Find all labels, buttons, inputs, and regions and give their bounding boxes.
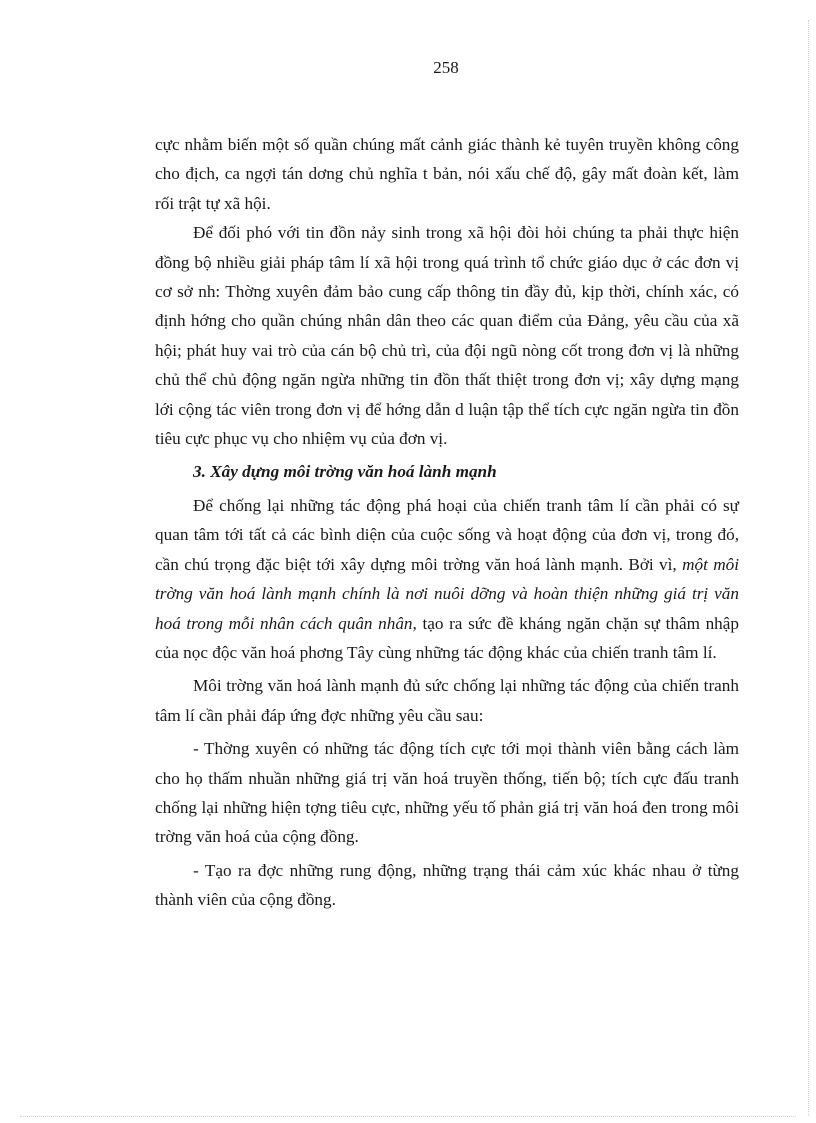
paragraph-text-before: Để chống lại những tác động phá hoại của chiến tranh tâm lí cần phải có sự quan tâm tới tất cả các bình diện của cuộc sống và hoạt động của đơn vị, trong đó, cần chú trọng đặc biệt tới xây dựng môi trờng văn hoá lành mạnh. Bởi vì, [155,495,739,574]
page-number: 258 [433,58,459,77]
list-item-requirement-2: - Tạo ra đợc những rung động, những trạng thái cảm xúc khác nhau ở từng thành viên của cộng đồng. [155,860,739,910]
paragraph-rumor-response: Để đối phó với tin đồn nảy sinh trong xã hội đòi hỏi chúng ta phải thực hiện đồng bộ nhiều giải pháp tâm lí xã hội trong quá trình tổ chức giáo dục ở các đơn vị cơ sở nh: Thờng xuyên đảm bảo cung cấp thông tin đầy đủ, kịp thời, chính xác, có định hớng cho quần chúng nhân dân theo các quan điểm của Đảng, yêu cầu của xã hội; phát huy vai trò của cán bộ chủ trì, của đội ngũ nòng cốt trong đơn vị là những chủ thể chủ động ngăn ngừa những tin đồn thất thiệt trong đơn vị; xây dựng mạng lới cộng tác viên trong đơn vị để hớng dẫn d luận tập thể tích cực ngăn ngừa tin đồn tiêu cực phục vụ cho nhiệm vụ của đơn vị. [155,223,739,449]
list-item-requirement-1: - Thờng xuyên có những tác động tích cực tới mọi thành viên bằng cách làm cho họ thấm nhuần những giá trị văn hoá truyền thống, tiến bộ; tích cực đấu tranh chống lại những hiện tợng tiêu cực, những yếu tố phản giá trị văn hoá đen trong môi trờng văn hoá của cộng đồng. [155,739,739,847]
paragraph-continuation: cực nhằm biến một số quần chúng mất cảnh giác thành kẻ tuyên truyền không công cho địch, ca ngợi tán dơng chủ nghĩa t bản, nói xấu chế độ, gây mất đoàn kết, làm rối trật tự xã hội. [155,135,739,213]
section-heading: 3. Xây dựng môi trờng văn hoá lành mạnh [193,462,497,482]
paragraph-requirements-intro: Môi trờng văn hoá lành mạnh đủ sức chống lại những tác động của chiến tranh tâm lí cần phải đáp ứng đợc những yêu cầu sau: [155,676,739,725]
paragraph-text-after: , tạo ra sức đề kháng ngăn chặn sự thâm nhập của nọc độc văn hoá phơng Tây cùng những tác động khác của chiến tranh tâm lí. [155,613,739,662]
page-bottom-border [20,1116,796,1117]
document-body [155,130,739,915]
paragraph-cultural-environment [155,491,739,667]
page-right-border [808,20,809,1116]
paragraph-italic-emphasis: một môi trờng văn hoá lành mạnh chính là nơi nuôi dỡng và hoàn thiện những giá trị văn hoá trong mỗi nhân cách quân nhân [155,554,739,633]
